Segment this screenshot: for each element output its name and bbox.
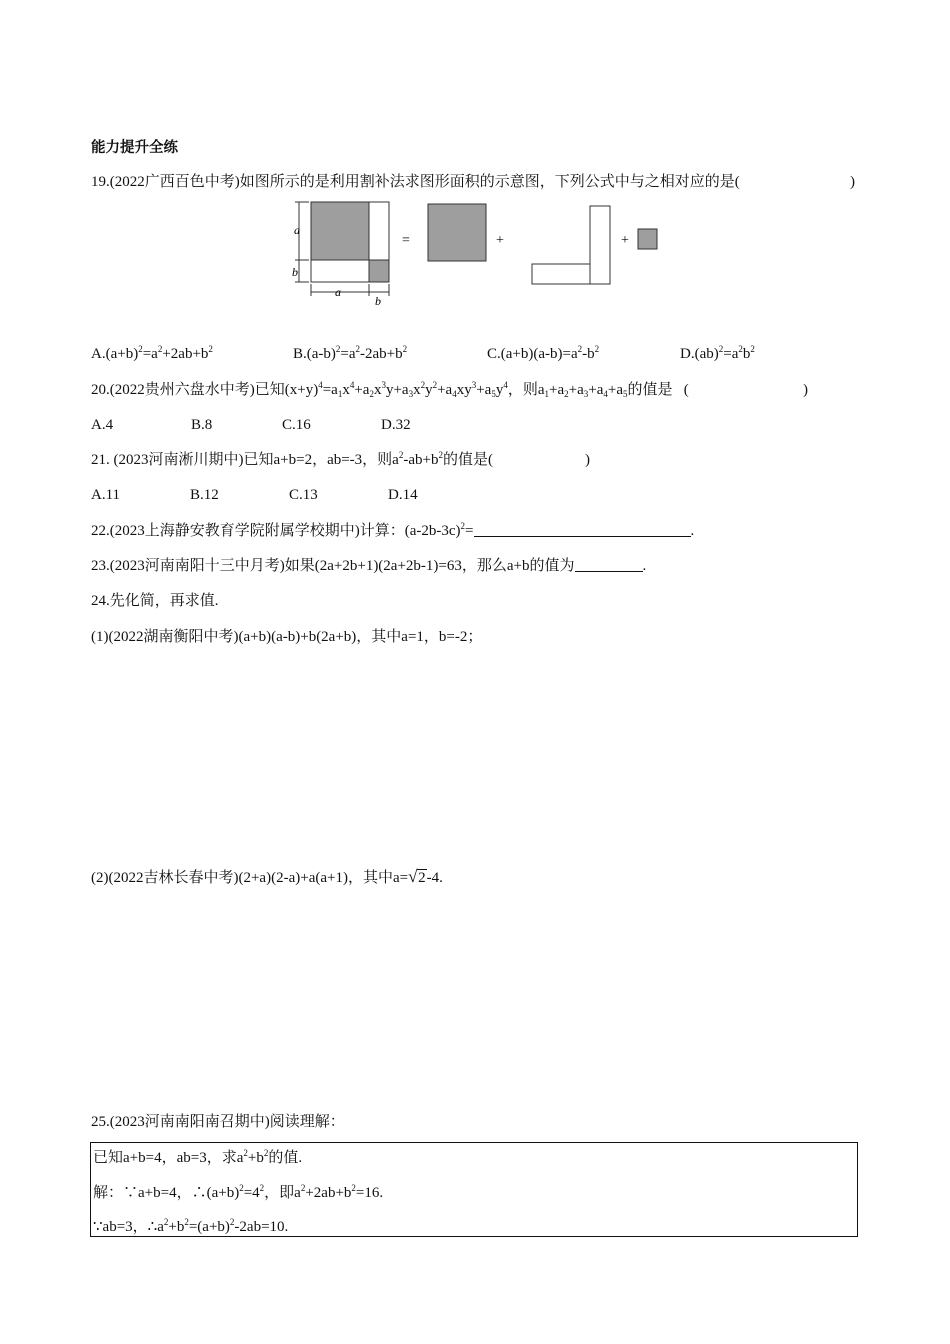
box-line-1: 已知a+b=4，ab=3，求$a^2+b^2$的值. — [93, 1148, 303, 1166]
question-22 — [91, 521, 694, 541]
label-b-left: b — [292, 265, 298, 279]
q20-answer-close: ) — [803, 382, 808, 398]
result-a-square — [428, 204, 486, 261]
sqrt-2: √ 2 — [408, 867, 426, 886]
q24-p2-tail: -4. — [426, 870, 443, 886]
q21-option-c: C.13 — [289, 487, 318, 503]
question-19-stem — [91, 172, 740, 192]
q19-answer-close: ) — [850, 174, 855, 190]
question-23 — [91, 556, 646, 576]
question-25-stem: 25.(2023河南南阳南召期中)阅读理解： — [91, 1114, 345, 1130]
q19-option-c: $C.(a+b)(a-b)=a^2-b^2$ — [487, 344, 600, 362]
q19-option-b: $B.(a-b)^2=a^2-2ab+b^2$ — [293, 344, 408, 362]
q19-option-a: $A.(a+b)^2=a^2+2ab+b^2$ — [91, 344, 213, 362]
q23-stem: 23.(2023河南南阳十三中月考)如果(2a+2b+1)(2a+2b-1)=63，那么a+b的值为 — [91, 558, 575, 574]
plus-sign-2: + — [621, 233, 629, 248]
l-shape-region — [532, 206, 610, 284]
question-20-stem: 20.(2022贵州六盘水中考)已知$(x+y)^4=a_1x^4+a_2x^3y+a_3x^2y^2+a_4xy^3+a_5y^4$，则$a_1+a_2+a_3+a_4+a_5$的值是 ( — [91, 380, 689, 399]
label-b-bottom: b — [375, 294, 381, 306]
section-title: 能力提升全练 — [91, 140, 178, 156]
q21-option-a: A.11 — [91, 487, 121, 503]
q21-option-b: B.12 — [190, 487, 219, 503]
question-24-part-2 — [91, 868, 443, 888]
result-b-square — [638, 229, 657, 249]
plus-sign-1: + — [496, 233, 504, 248]
q22-answer-blank[interactable] — [474, 521, 691, 537]
reading-box — [90, 1142, 858, 1237]
box-line-3: ∵ab=3，$\therefore a^2+b^2=(a+b)^2-2ab=10$. — [93, 1217, 289, 1235]
q24-p2-text: (2)(2022吉林长春中考)(2+a)(2-a)+a(a+1)，其中a= — [91, 870, 409, 886]
shaded-b-square — [369, 260, 389, 282]
area-diagram — [285, 196, 670, 306]
q23-answer-blank[interactable] — [575, 556, 643, 572]
question-21-stem: 21. (2023河南淅川期中)已知a+b=2，ab=-3，则$a^2-ab+b^2$的值是( — [91, 450, 493, 468]
q20-option-c: C.16 — [282, 417, 311, 433]
q19-stem-text: 19.(2022广西百色中考)如图所示的是利用割补法求图形面积的示意图，下列公式中与之相对应的是( — [91, 174, 740, 190]
q21-answer-close: ) — [585, 452, 590, 468]
question-24-stem: 24.先化简，再求值. — [91, 593, 219, 609]
label-a-left: a — [294, 223, 300, 237]
question-24-part-1: (1)(2022湖南衡阳中考)(a+b)(a-b)+b(2a+b)，其中a=1，b=-2； — [91, 629, 483, 645]
q21-option-d: D.14 — [388, 487, 418, 503]
q20-option-d: D.32 — [381, 417, 411, 433]
equals-sign: = — [402, 233, 410, 248]
label-a-bottom: a — [335, 285, 341, 299]
q19-option-d: $D.(ab)^2=a^2b^2$ — [680, 344, 755, 362]
q22-end: . — [690, 523, 695, 539]
box-line-2: 解：∵a+b=4，$\therefore(a+b)^2=4^2$，即$a^2+2ab+b^2=16$. — [93, 1183, 384, 1201]
shaded-a-square — [311, 202, 369, 260]
q22-stem: 22.(2023上海静安教育学院附属学校期中)计算：$(a-2b-3c)^2=$ — [91, 521, 474, 539]
q23-end: . — [642, 558, 647, 574]
q20-option-a: A.4 — [91, 417, 114, 433]
q20-option-b: B.8 — [191, 417, 213, 433]
